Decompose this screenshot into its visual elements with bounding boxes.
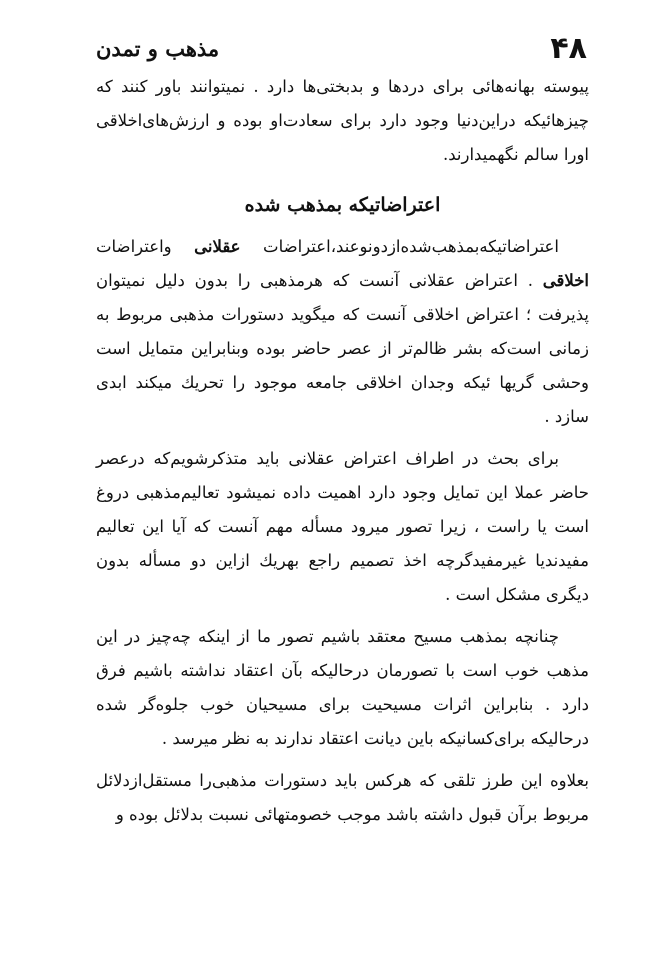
paragraph-objections-types [96, 230, 589, 434]
page-header [96, 28, 587, 68]
para1-text-middle: واعتراضات [96, 237, 195, 256]
page-number: ۴۸ [550, 30, 587, 66]
running-title: مذهب و تمدن [96, 35, 220, 61]
page-body [96, 70, 589, 832]
paragraph-attitude: بعلاوه این طرز تلقی که هرکس باید دستورات مذهبی‌را مستقل‌ازدلائل مربوط برآن قبول داشته باشد موجب خصومتهائی نسبت بدلائل بوده و [96, 771, 589, 824]
para1-text-end: . اعتراض عقلانی آنست که هرمذهبی را بدون دلیل نمیتوان پذیرفت ؛ اعتراض اخلاقی آنست که میگوید دستورات مذهبی مربوط به زمانی است‌که بشر ظالم‌تر از عصر حاضر بوده وبنابراین متمایل است وحشی گریها ئیکه وجدان اخلاقی جامعه موجود را تحریك میکند ابدی سازد . [96, 271, 589, 426]
section-title: اعتراضاتیکه بمذهب شده [244, 194, 441, 216]
intro-paragraph: پیوسته بهانه‌هائی برای دردها و بدبختی‌ها دارد . نمیتوانند باور کنند که چیزهائیکه دراین‌دنیا وجود دارد برای سعادت‌او بوده و ارزش‌های‌اخلاقی اورا سالم نگهمیدارند. [96, 77, 589, 164]
para1-text-start: اعتراضاتیکه‌بمذهب‌شده‌ازدو‌نوعند،اعتراضات [240, 237, 559, 256]
term-moral: اخلاقی [542, 271, 589, 290]
paragraph-christianity: چنانچه بمذهب مسیح معتقد باشیم تصور ما از اینکه چه‌چیز در این مذهب خوب است با تصورمان درحالیکه بآن اعتقاد نداشته باشیم فرق دارد . بنابراین اثرات مسیحیت برای مسیحیان خوب جلوه‌گر شده درحالیکه برای‌کسانیکه باین دیانت اعتقاد ندارند به نظر میرسد . [96, 627, 589, 748]
paragraph-rational-objection: برای بحث در اطراف اعتراض عقلانی باید متذکرشویم‌که درعصر حاضر عملا این تمایل وجود دارد اهمیت داده نمیشود تعالیم‌مذهبی دروغ است یا راست ، زیرا تصور میرود مسأله مهم آنست که آیا این تعالیم مفیدندیا غیرمفیدگرچه اخذ تصمیم راجع بهریك ازاین دو مسأله بدون دیگری مشکل است . [96, 449, 589, 604]
term-rational: عقلانی [194, 237, 241, 256]
